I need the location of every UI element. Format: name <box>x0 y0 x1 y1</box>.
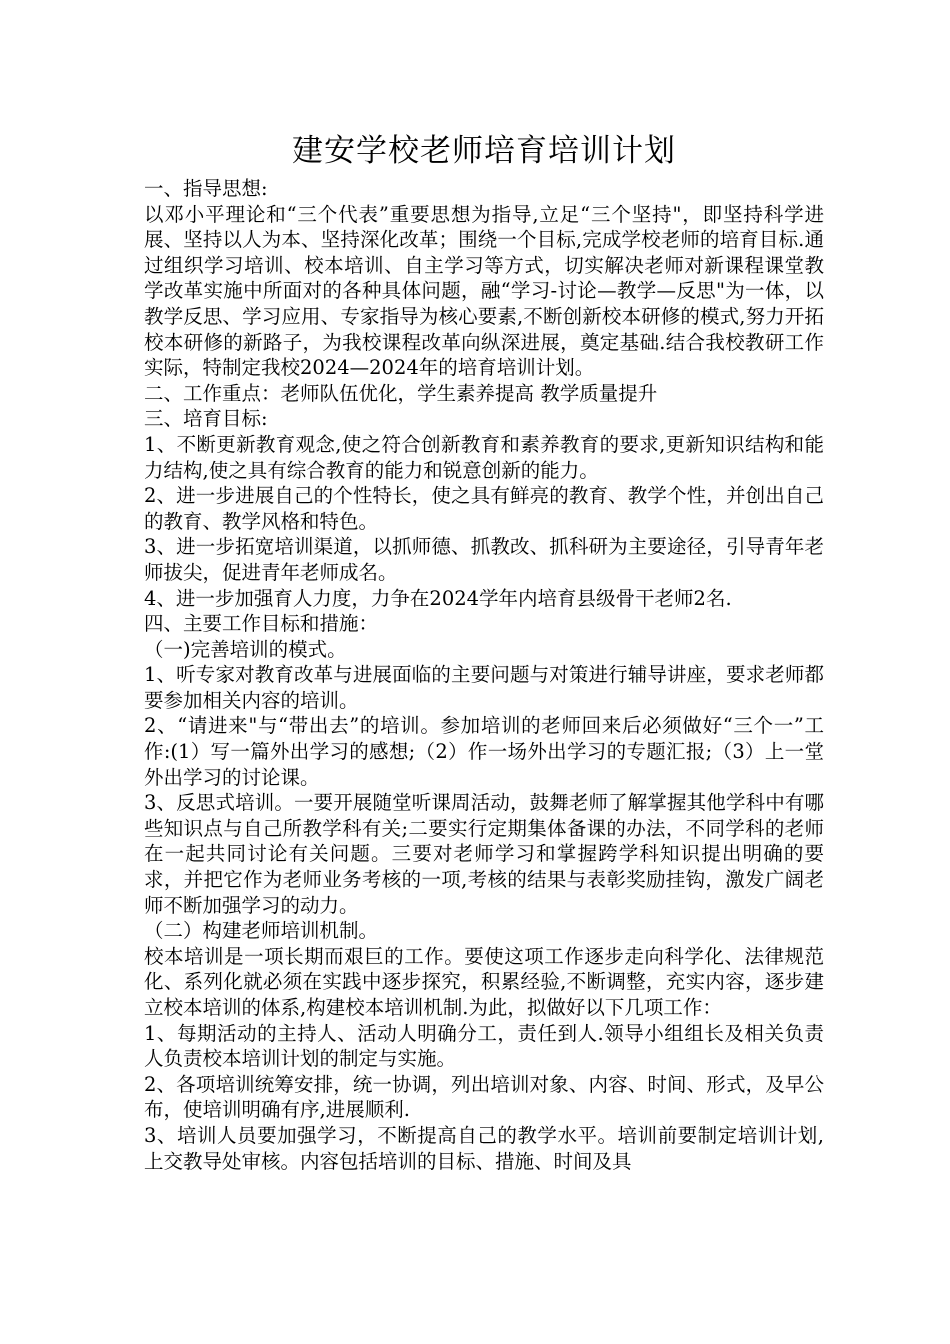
paragraph-training-mechanism: 校本培训是一项长期而艰巨的工作。要使这项工作逐步走向科学化、法律规范化、系列化就必须在实践中逐步探究，积累经验,不断调整，充实内容，逐步建立校本培训的体系,构建校本培训机制.为此，拟做好以下几项工作： <box>144 944 824 1019</box>
goal-item-2: 2、进一步进展自己的个性特长，使之具有鲜亮的教育、教学个性，并创出自己的教育、教学风格和特色。 <box>144 484 824 533</box>
measure-item-3: 3、反思式培训。一要开展随堂听课周活动，鼓舞老师了解掌握其他学科中有哪些知识点与自己所教学科有关;二要实行定期集体备课的办法，不同学科的老师在一起共同讨论有关问题。三要对老师学习和掌握跨学科知识提出明确的要求，并把它作为老师业务考核的一项,考核的结果与表彰奖励挂钩，激发广阔老师不断加强学习的动力。 <box>144 791 824 917</box>
subsection-heading-training-mechanism: （二）构建老师培训机制。 <box>144 919 379 943</box>
subsection-heading-training-mode: （一)完善培训的模式。 <box>144 637 347 661</box>
section-heading-goals: 三、培育目标: <box>144 407 268 431</box>
section-heading-measures: 四、主要工作目标和措施： <box>144 612 379 636</box>
goal-item-1: 1、不断更新教育观念,使之符合创新教育和素养教育的要求,更新知识结构和能力结构,使之具有综合教育的能力和锐意创新的能力。 <box>144 432 824 482</box>
mechanism-item-2: 2、各项培训统筹安排，统一协调，列出培训对象、内容、时间、形式，及早公布，使培训明确有序,进展顺利. <box>144 1072 824 1122</box>
document-title: 建安学校老师培育培训计划 <box>292 133 676 169</box>
section-heading-guiding-thought: 一、指导思想: <box>144 177 268 200</box>
section-heading-work-focus: 二、工作重点：老师队伍优化，学生素养提高 教学质量提升 <box>144 381 658 405</box>
mechanism-item-1: 1、每期活动的主持人、活动人明确分工，责任到人.领导小组组长及相关负责人负责校本培训计划的制定与实施。 <box>144 1021 824 1071</box>
paragraph-guiding-thought: 以邓小平理论和“三个代表”重要思想为指导,立足“三个坚持"，即坚持科学进展、坚持以人为本、坚持深化改革；围绕一个目标,完成学校老师的培育目标.通过组织学习培训、校本培训、自主学习等方式，切实解决老师对新课程课堂教学改革实施中所面对的各种具体问题，融“学习-讨论—教学—反思"为一体，以教学反思、学习应用、专家指导为核心要素,不断创新校本研修的模式,努力开拓校本研修的新路子，为我校课程改革向纵深进展，奠定基础.结合我校教研工作实际，特制定我校2024—2024年的培育培训计划。 <box>144 202 824 380</box>
goal-item-3: 3、进一步拓宽培训渠道，以抓师德、抓教改、抓科研为主要途径，引导青年老师拔尖，促进青年老师成名。 <box>144 535 824 584</box>
document-page <box>144 128 824 1174</box>
measure-item-1: 1、听专家对教育改革与进展面临的主要问题与对策进行辅导讲座，要求老师都要参加相关内容的培训。 <box>144 663 824 712</box>
goal-item-4: 4、进一步加强育人力度，力争在2024学年内培育县级骨干老师2名. <box>144 586 732 610</box>
measure-item-2: 2、“请进来"与“带出去”的培训。参加培训的老师回来后必须做好“三个一”工作:(1）写一篇外出学习的感想;（2）作一场外出学习的专题汇报;（3）上一堂外出学习的讨论课。 <box>144 714 824 789</box>
mechanism-item-3: 3、培训人员要加强学习，不断提高自己的教学水平。培训前要制定培训计划,上交教导处审核。内容包括培训的目标、措施、时间及具 <box>144 1123 824 1173</box>
